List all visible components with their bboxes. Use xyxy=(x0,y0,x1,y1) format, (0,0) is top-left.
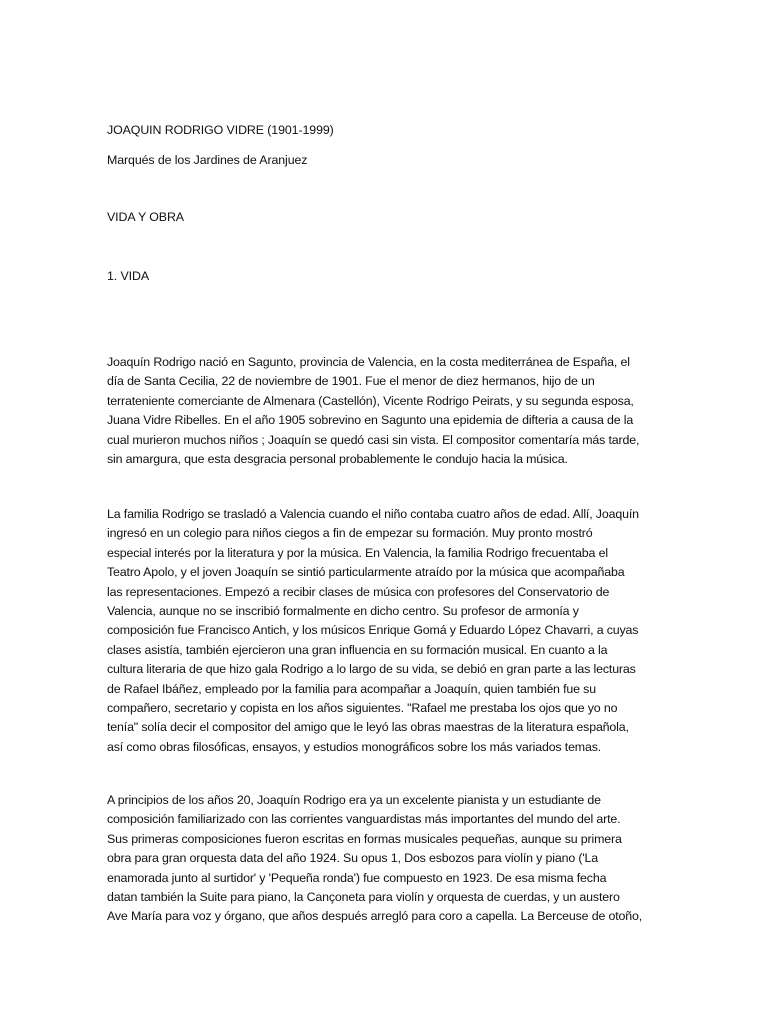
paragraph-line: enamorada junto al surtidor' y 'Pequeña ronda') fue compuesto en 1923. De esa misma fecha xyxy=(107,870,607,885)
paragraph-line: Joaquín Rodrigo nació en Sagunto, provincia de Valencia, en la costa mediterránea de España, el xyxy=(107,355,630,369)
paragraph-line: compañero, secretario y copista en los años siguientes. "Rafael me prestaba los ojos que yo no xyxy=(107,701,618,716)
paragraph-line: especial interés por la literatura y por la música. En Valencia, la familia Rodrigo frecuentaba el xyxy=(107,545,608,560)
paragraph-line: composición familiarizado con las corrientes vanguardistas más importantes del mundo del arte. xyxy=(107,812,621,827)
paragraph-line: terrateniente comerciante de Almenara (Castellón), Vicente Rodrigo Peirats, y su segunda esposa, xyxy=(107,393,634,408)
paragraph-line: composición fue Francisco Antich, y los músicos Enrique Gomá y Eduardo López Chavarri, a cuyas xyxy=(107,623,639,638)
paragraph-line: tenía" solía decir el compositor del amigo que le leyó las obras maestras de la literatura española, xyxy=(107,720,629,735)
paragraph-line: ingresó en un colegio para niños ciegos a fin de empezar su formación. Muy pronto mostró xyxy=(107,526,593,541)
paragraph-line: de Rafael Ibáñez, empleado por la familia para acompañar a Joaquín, quien también fue su xyxy=(107,681,596,696)
section-heading: VIDA Y OBRA xyxy=(107,210,184,224)
paragraph-3 xyxy=(107,791,663,927)
paragraph-2 xyxy=(107,505,663,757)
paragraph-line: clases asistía, también ejercieron una gran influencia en su formación musical. En cuanto a la xyxy=(107,642,608,657)
document-subtitle: Marqués de los Jardines de Aranjuez xyxy=(107,153,308,167)
paragraph-line: La familia Rodrigo se trasladó a Valencia cuando el niño contaba cuatro años de edad. Allí, Joaquín xyxy=(107,507,639,521)
paragraph-line: Teatro Apolo, y el joven Joaquín se sintió particularmente atraído por la música que acompañaba xyxy=(107,565,625,580)
paragraph-line: cual murieron muchos niños ; Joaquín se quedó casi sin vista. El compositor comentaría más tarde, xyxy=(107,432,640,447)
paragraph-line: las representaciones. Empezó a recibir clases de música con profesores del Conservatorio de xyxy=(107,584,610,599)
paragraph-line: Valencia, aunque no se inscribió formalmente en dicho centro. Su profesor de armonía y xyxy=(107,604,579,619)
paragraph-line: así como obras filosóficas, ensayos, y estudios monográficos sobre los más variados temas. xyxy=(107,739,602,754)
document-title: JOAQUIN RODRIGO VIDRE (1901-1999) xyxy=(107,123,334,137)
paragraph-line: día de Santa Cecilia, 22 de noviembre de 1901. Fue el menor de diez hermanos, hijo de un xyxy=(107,374,595,389)
paragraph-line: sin amargura, que esta desgracia personal probablemente le condujo hacia la música. xyxy=(107,452,568,467)
paragraph-line: Sus primeras composiciones fueron escritas en formas musicales pequeñas, aunque su primera xyxy=(107,831,622,846)
paragraph-1 xyxy=(107,353,663,469)
paragraph-line: cultura literaria de que hizo gala Rodrigo a lo largo de su vida, se debió en gran parte a las lecturas xyxy=(107,662,636,677)
paragraph-line: Juana Vidre Ribelles. En el año 1905 sobrevino en Sagunto una epidemia de difteria a causa de la xyxy=(107,413,634,428)
subsection-heading: 1. VIDA xyxy=(107,269,149,283)
paragraph-line: A principios de los años 20, Joaquín Rodrigo era ya un excelente pianista y un estudiante de xyxy=(107,793,601,807)
paragraph-line: datan también la Suite para piano, la Cançoneta para violín y orquesta de cuerdas, y un austero xyxy=(107,890,620,905)
paragraph-line: obra para gran orquesta data del año 1924. Su opus 1, Dos esbozos para violín y piano ('La xyxy=(107,851,599,866)
paragraph-line: Ave María para voz y órgano, que años después arregló para coro a capella. La Berceuse de otoño, xyxy=(107,909,643,924)
